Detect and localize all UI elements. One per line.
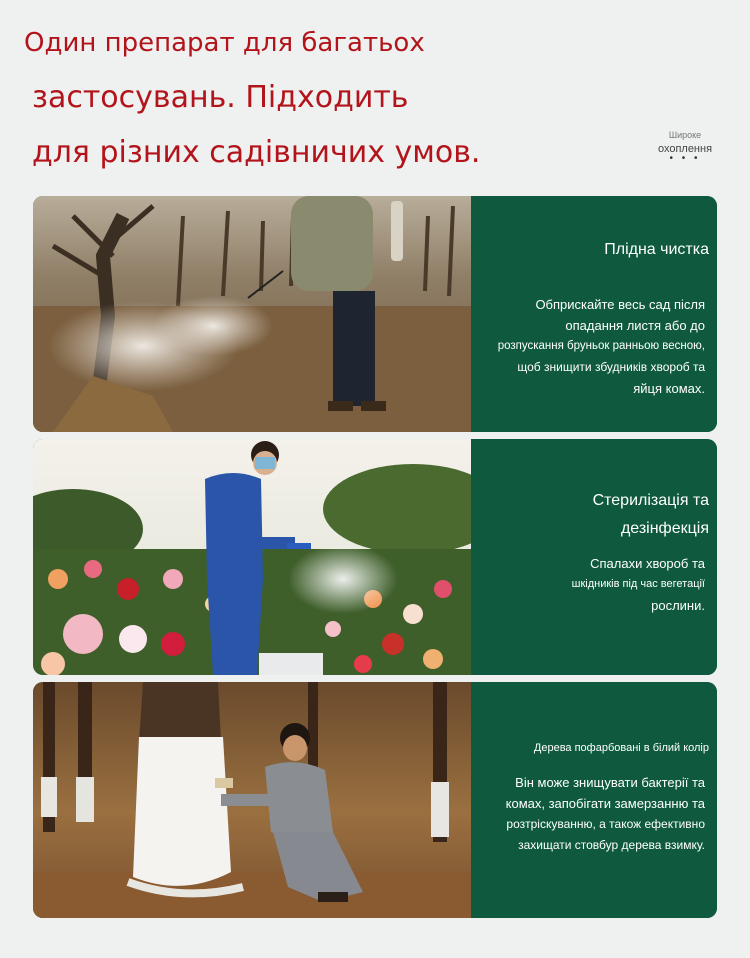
headline-line-1: Один препарат для багатьох bbox=[24, 28, 425, 58]
card-3-title: Дерева пофарбовані в білий колір bbox=[533, 742, 709, 754]
rose-garden-photo bbox=[33, 439, 471, 675]
card-sterilization bbox=[33, 439, 717, 675]
tree-whitewashing-photo bbox=[33, 682, 471, 918]
card-2-panel bbox=[471, 439, 717, 675]
headline-line-2: застосувань. Підходить bbox=[32, 80, 409, 115]
card-2-body bbox=[572, 553, 705, 616]
card-2-title-line: дезінфекція bbox=[620, 520, 709, 537]
card-1-body-line: розпускання бруньок ранньою весною, bbox=[497, 340, 705, 352]
card-3-body-line: комах, запобігати замерзанню та bbox=[505, 796, 705, 811]
orchard-spraying-photo bbox=[33, 196, 471, 432]
card-3-body-line: Він може знищувати бактерії та bbox=[515, 775, 705, 790]
card-2-body-line: Спалахи хвороб та bbox=[590, 556, 705, 571]
badge-main-text: охоплення bbox=[657, 143, 713, 155]
card-1-body-line: щоб знищити збудників хвороб та bbox=[517, 360, 705, 374]
card-2-title-line: Стерилізація та bbox=[592, 492, 709, 509]
card-2-body-line: рослини. bbox=[651, 598, 705, 613]
coverage-badge bbox=[640, 130, 730, 164]
card-2-body-line: шкідників під час вегетації bbox=[571, 578, 705, 590]
card-3-body bbox=[506, 772, 705, 856]
card-3-panel bbox=[471, 682, 717, 918]
card-fruit-cleaning bbox=[33, 196, 717, 432]
headline-line-3: для різних садівничих умов. bbox=[32, 135, 481, 170]
card-3-body-line: розтріскуванню, а також ефективно bbox=[506, 817, 705, 831]
card-1-body-line: опадання листя або до bbox=[565, 318, 705, 333]
card-1-title: Плідна чистка bbox=[604, 241, 709, 258]
card-1-panel bbox=[471, 196, 717, 432]
card-1-body bbox=[498, 294, 705, 399]
badge-dots: • • • bbox=[669, 153, 701, 164]
card-1-body-line: яйця комах. bbox=[633, 381, 705, 396]
card-whitewashing bbox=[33, 682, 717, 918]
badge-small-text: Широке bbox=[668, 130, 702, 140]
card-2-title bbox=[593, 487, 709, 543]
card-3-body-line: захищати стовбур дерева взимку. bbox=[518, 838, 705, 852]
card-1-body-line: Обприскайте весь сад після bbox=[535, 297, 705, 312]
